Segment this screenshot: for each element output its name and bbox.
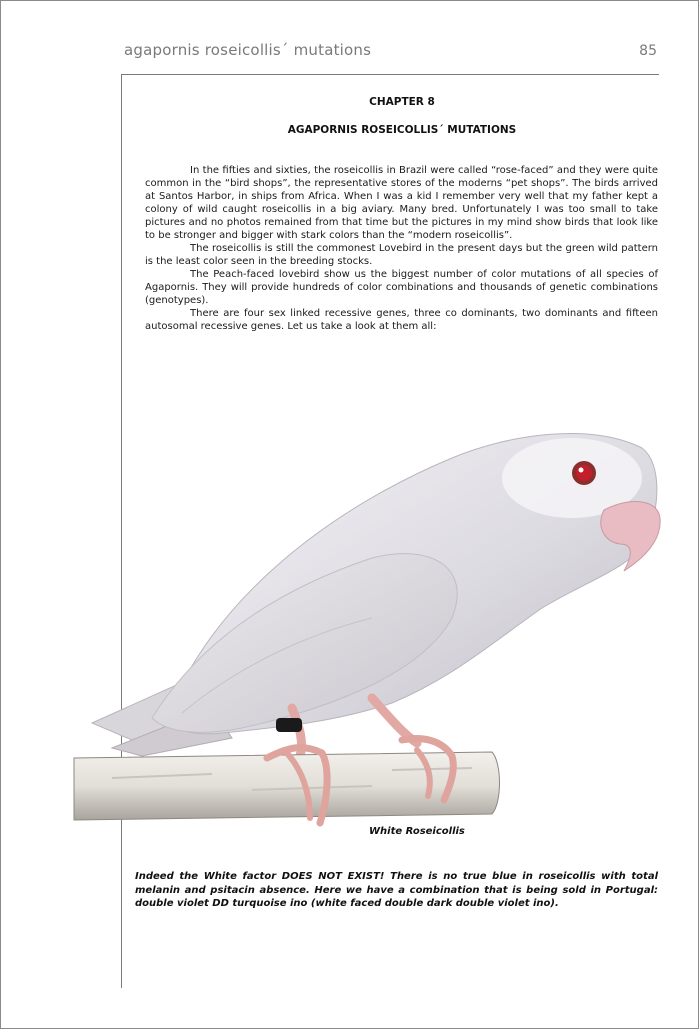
chapter-title: AGAPORNIS ROSEICOLLIS´ MUTATIONS	[287, 124, 517, 136]
paragraph: The Peach-faced lovebird show us the biggest number of color mutations of all species of Agapornis. They will provide hundreds of color combinations and thousands of genetic combinations (genotypes).	[145, 269, 658, 306]
paragraph: There are four sex linked recessive genes, three co dominants, two dominants and fifteen autosomal recessive genes. Let us take a look at them all:	[145, 308, 658, 332]
figure-note: Indeed the White factor DOES NOT EXIST! There is no true blue in roseicollis with total melanin and psitacin absence. Here we have a combination that is being sold in Portugal: double violet DD turquoise ino (white faced double dark double violet ino).	[135, 871, 658, 909]
paragraph: In the fifties and sixties, the roseicollis in Brazil were called “rose-faced” and they were quite common in the “bird shops”, the representative stores of the moderns “pet shops”. The birds arrived at Santos Harbor, in ships from Africa. When I was a kid I remember very well that my father kept a colony of wild caught roseicollis in a big aviary. Many bred. Unfortunately I was too small to take pictures and no photos remained from that time but the pictures in my mind show birds that look like to be stronger and bigger with stark colors than the “modern roseicollis”.	[145, 165, 658, 241]
running-title: agapornis roseicollis´ mutations	[124, 41, 372, 59]
header-rule	[121, 74, 659, 75]
body-text	[145, 164, 658, 333]
figure-caption: White Roseicollis	[369, 826, 465, 837]
bird-photo	[72, 418, 662, 828]
paragraph: The roseicollis is still the commonest Lovebird in the present days but the green wild pattern is the least color seen in the breeding stocks.	[145, 243, 658, 267]
page-number: 85	[639, 43, 657, 59]
chapter-label: CHAPTER 8	[369, 96, 435, 108]
